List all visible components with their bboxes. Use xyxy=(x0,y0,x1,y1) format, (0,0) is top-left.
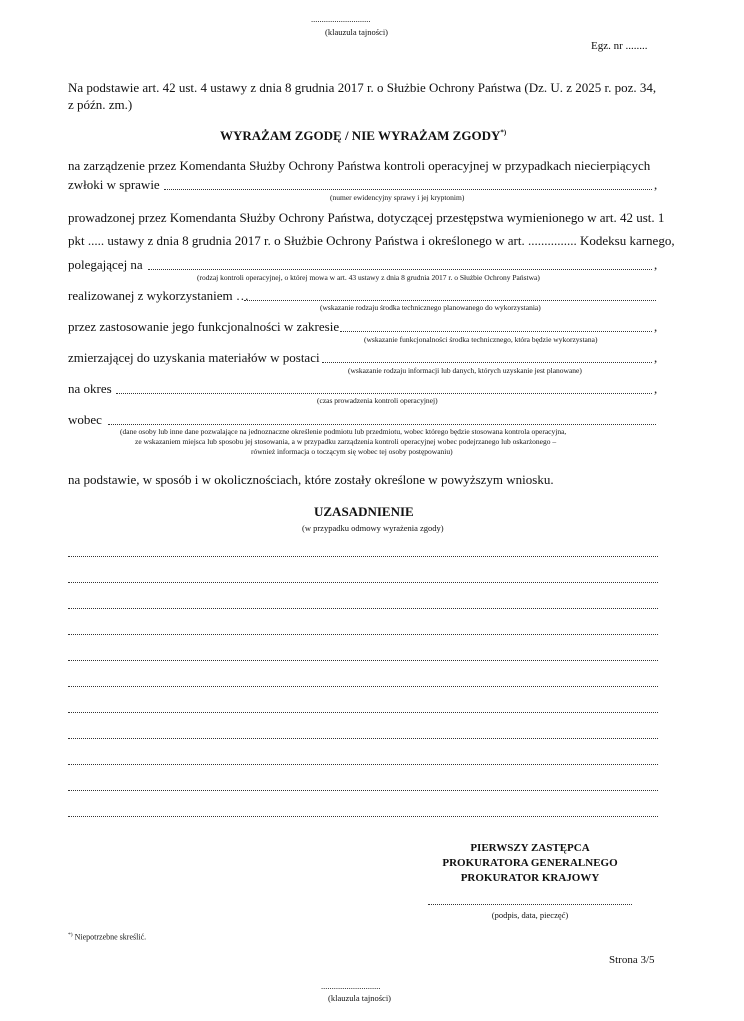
technical-means-hint: (wskazanie rodzaju środka technicznego planowanego do wykorzystania) xyxy=(320,303,541,312)
justification-line[interactable] xyxy=(68,608,658,609)
materials-hint: (wskazanie rodzaju informacji lub danych, których uzyskanie jest planowane) xyxy=(348,366,582,375)
subject-hint-3: również informacja o toczącym się wobec tej osoby postępowaniu) xyxy=(251,447,453,456)
consent-heading-text: WYRAŻAM ZGODĘ / NIE WYRAŻAM ZGODY xyxy=(220,128,501,143)
justification-line[interactable] xyxy=(68,686,658,687)
justification-line[interactable] xyxy=(68,816,658,817)
control-type-hint: (rodzaj kontroli operacyjnej, o której mowa w art. 43 ustawy z dnia 8 grudnia 2017 r. o Służbie Ochrony Państwa) xyxy=(197,273,540,282)
comma: , xyxy=(654,257,658,272)
control-type-field[interactable] xyxy=(148,269,652,270)
justification-line[interactable] xyxy=(68,764,658,765)
case-number-hint: (numer ewidencyjny sprawy i jej kryptonim) xyxy=(330,193,465,202)
signatory-line3: PROKURATOR KRAJOWY xyxy=(460,872,600,884)
copy-number: Egz. nr ........ xyxy=(591,40,648,52)
period-label: na okres xyxy=(68,381,112,396)
control-type-label: polegającej na xyxy=(68,257,143,272)
form-line-4: pkt ..... ustawy z dnia 8 grudnia 2017 r. o Służbie Ochrony Państwa i określonego w art. ............... Kodeksu karnego, xyxy=(68,233,675,248)
justification-line[interactable] xyxy=(68,660,658,661)
comma: , xyxy=(654,177,658,192)
signature-field[interactable] xyxy=(428,904,632,905)
technical-means-field[interactable] xyxy=(244,300,656,301)
classification-label: (klauzula tajności) xyxy=(325,27,389,37)
justification-line[interactable] xyxy=(68,582,658,583)
subject-hint-1: (dane osoby lub inne dane pozwalające na jednoznaczne określenie podmiotu lub przedmiotu, wobec którego będzie stosowana kontrola operacyjna, xyxy=(120,427,567,436)
footer-classification-label: (klauzula tajności) xyxy=(328,993,392,1003)
footnote-mark: *) xyxy=(68,932,73,938)
footnote-text: Niepotrzebne skreślić. xyxy=(72,932,147,942)
closing-line: na podstawie, w sposób i w okolicznościach, które zostały określone w powyższym wniosku. xyxy=(68,472,554,487)
justification-line[interactable] xyxy=(68,712,658,713)
comma: , xyxy=(654,319,658,334)
signatory-line2: PROKURATORA GENERALNEGO xyxy=(442,857,618,869)
functionality-label: przez zastosowanie jego funkcjonalności w zakresie xyxy=(68,319,340,334)
functionality-field[interactable] xyxy=(340,331,652,332)
form-line-3: prowadzonej przez Komendanta Służby Ochrony Państwa, dotyczącej przestępstwa wymienionego w art. 42 ust. 1 xyxy=(68,210,665,225)
justification-line[interactable] xyxy=(68,738,658,739)
justification-line[interactable] xyxy=(68,790,658,791)
period-hint: (czas prowadzenia kontroli operacyjnej) xyxy=(317,396,438,405)
case-number-field[interactable] xyxy=(164,189,652,190)
technical-means-label: realizowanej z wykorzystaniem … xyxy=(68,288,249,303)
footer-classification-dots: ............................ xyxy=(321,981,381,991)
materials-label: zmierzającej do uzyskania materiałów w postaci xyxy=(68,350,320,365)
materials-field[interactable] xyxy=(322,362,652,363)
justification-line[interactable] xyxy=(68,556,658,557)
period-field[interactable] xyxy=(116,393,652,394)
justification-line[interactable] xyxy=(68,634,658,635)
form-line-1: na zarządzenie przez Komendanta Służby Ochrony Państwa kontroli operacyjnej w przypadkach niecierpiących xyxy=(68,158,651,173)
signatory-line1: PIERWSZY ZASTĘPCA xyxy=(470,842,590,854)
functionality-hint: (wskazanie funkcjonalności środka technicznego, która będzie wykorzystana) xyxy=(364,335,598,344)
subject-label: wobec xyxy=(68,412,102,427)
subject-field[interactable] xyxy=(108,424,656,425)
heading-footnote-mark: *) xyxy=(500,128,507,137)
page-number: Strona 3/5 xyxy=(609,954,655,966)
consent-heading xyxy=(220,128,506,144)
justification-title: UZASADNIENIE xyxy=(314,504,414,519)
legal-basis-line2: z późn. zm.) xyxy=(68,97,133,112)
classification-dots: ............................ xyxy=(311,14,371,24)
comma: , xyxy=(654,350,658,365)
justification-subtitle: (w przypadku odmowy wyrażenia zgody) xyxy=(302,523,444,533)
legal-basis-line1: Na podstawie art. 42 ust. 4 ustawy z dnia 8 grudnia 2017 r. o Służbie Ochrony Państwa (Dz. U. z 2025 r. poz. 34, xyxy=(68,80,657,95)
subject-hint-2: ze wskazaniem miejsca lub sposobu jej stosowania, a w przypadku zarządzenia kontroli operacyjnej wobec podejrzanego lub oskarżonego – xyxy=(135,437,557,446)
footnote xyxy=(68,932,146,942)
signature-hint: (podpis, data, pieczęć) xyxy=(491,910,569,920)
comma: , xyxy=(654,381,658,396)
case-label: zwłoki w sprawie xyxy=(68,177,160,192)
